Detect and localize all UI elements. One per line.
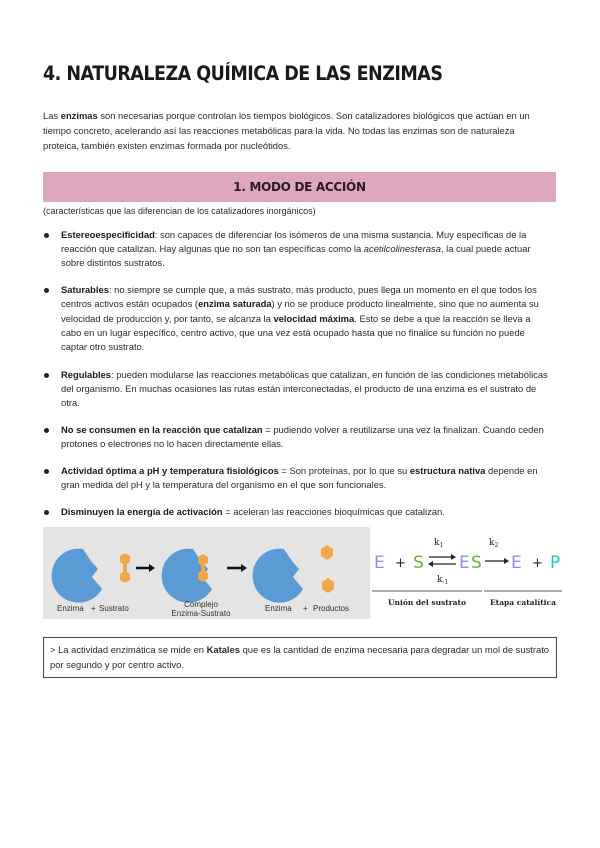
- product-shapes: [321, 545, 334, 593]
- enzyme-substrate-diagram: [43, 527, 370, 619]
- list-item: Disminuyen la energía de activación = aceleran las reacciones bioquímicas que catalizan.: [43, 505, 553, 519]
- section-subtitle: (características que las diferencian de los catalizadores inorgánicos): [43, 206, 316, 216]
- label-complejo: Complejo: [184, 600, 218, 609]
- enzyme-shape: [52, 549, 102, 603]
- symbol-plus: +: [395, 556, 406, 571]
- page-title: 4. NATURALEZA QUÍMICA DE LAS ENZIMAS: [43, 62, 443, 85]
- katales-note: > La actividad enzimática se mide en Katales que es la cantidad de enzima necesaria para degradar un mol de sustrato por segundo y por centro activo.: [43, 637, 557, 678]
- symbol-ES-S: S: [471, 553, 482, 573]
- reaction-equation-diagram: [370, 527, 570, 619]
- arrow-icon: [227, 564, 247, 572]
- list-item: No se consumen en la reacción que catalizan = pudiendo volver a reutilizarse una vez la finalizan. Cuando ceden protones o electrones no lo hacen directamente ellas.: [43, 423, 553, 451]
- symbol-S: S: [413, 553, 424, 573]
- rate-k2: $k_2$: [489, 538, 499, 549]
- section-heading-band: [43, 172, 556, 202]
- enzyme-substrate-illustration: [43, 527, 370, 619]
- reaction-equation: [370, 527, 570, 619]
- properties-list: [43, 228, 553, 531]
- symbol-P: P: [550, 553, 561, 573]
- catalytic-arrow-icon: [485, 558, 509, 564]
- list-item: Actividad óptima a pH y temperatura fisiológicos = Son proteínas, por lo que su estructura nativa depende en gran medida del pH y la temperatura del organismo en el que son funcionales.: [43, 464, 553, 492]
- bullet-icon: [44, 510, 49, 515]
- label-enzima-2: Enzima: [265, 604, 292, 613]
- rate-k1: $k_1$: [434, 538, 444, 549]
- arrow-icon: [136, 564, 155, 572]
- equilibrium-arrows-icon: [428, 554, 456, 567]
- substrate-shape: [120, 553, 130, 583]
- symbol-E-2: E: [511, 553, 522, 573]
- label-plus: +: [91, 604, 96, 613]
- label-plus-2: +: [303, 604, 308, 613]
- list-item: Saturables: no siempre se cumple que, a más sustrato, más producto, pues llega un momento en el que todos los centros activos están ocupados (enzima saturada) y no se produce producto linealmente, sino que no aumenta su velocidad de producción y, por tanto, se alcanza la velocidad máxima. Esto se debe a que la reacción se lleva a cabo en un lugar específico, centro activo, que una vez está ocupado hasta que no finalice su función no puede captar otro sustrato.: [43, 283, 553, 354]
- bullet-icon: [44, 233, 49, 238]
- rate-k-1: $k_{-1}$: [437, 575, 449, 586]
- free-enzyme-shape: [253, 549, 303, 603]
- caption-union-sustrato: Unión del sustrato: [387, 598, 467, 607]
- symbol-ES-E: E: [459, 553, 470, 573]
- section-heading: 1. MODO DE ACCIÓN: [233, 180, 366, 194]
- label-enzima-sustrato: Enzima-Sustrato: [171, 609, 231, 618]
- caption-etapa-catalitica: Etapa catalítica: [490, 598, 556, 607]
- bullet-icon: [44, 428, 49, 433]
- bullet-icon: [44, 288, 49, 293]
- list-item: Regulables: pueden modularse las reacciones metabólicas que catalizan, en función de las condiciones metabólicas del organismo. En muchas ocasiones las rutas están interconectadas, el producto de una enzima es el sustrato de otra.: [43, 368, 553, 411]
- list-item: Estereoespecificidad: son capaces de diferenciar los isómeros de una misma sustancia. Muy específicas de la reacción que catalizan. Hay algunas que no son tan específicas como la acetilcolinesterasa, la cual puede actuar sobre distintos sustratos.: [43, 228, 553, 271]
- symbol-E: E: [374, 553, 385, 573]
- label-enzima: Enzima: [57, 604, 84, 613]
- label-productos: Productos: [313, 604, 350, 613]
- symbol-plus-2: +: [532, 556, 543, 571]
- intro-paragraph: Las enzimas son necesarias porque controlan los tiempos biológicos. Son catalizadores biológicos que actúan en un tiempo concreto, acelerando así las reacciones metabólicas para la vida. No todas las enzimas son de naturaleza proteica, también existen enzimas formada por nucleótidos.: [43, 110, 530, 151]
- bullet-icon: [44, 373, 49, 378]
- bullet-icon: [44, 469, 49, 474]
- label-sustrato: Sustrato: [99, 604, 129, 613]
